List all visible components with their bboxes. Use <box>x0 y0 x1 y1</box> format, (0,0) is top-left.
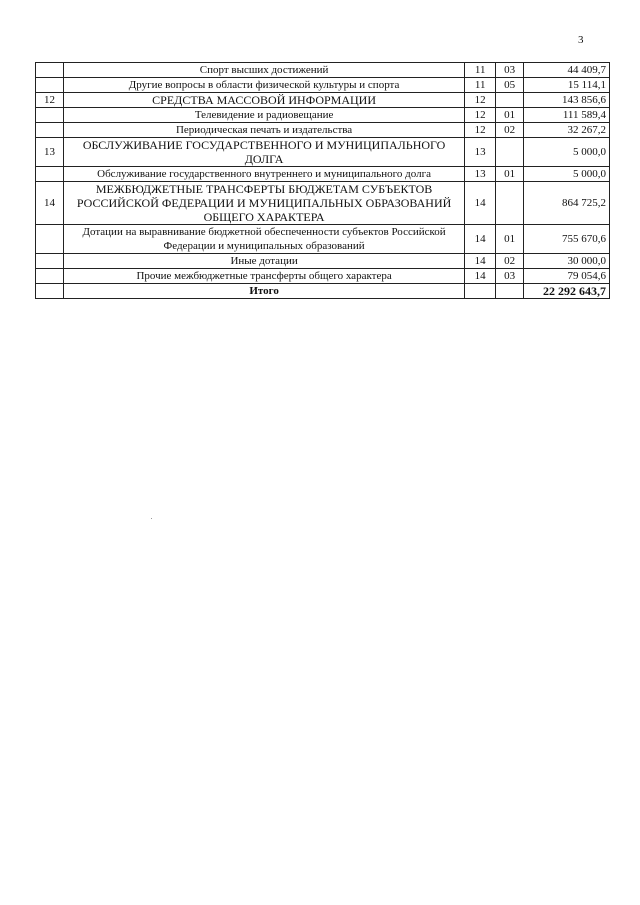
row-number-cell <box>36 78 64 93</box>
amount-cell: 143 856,6 <box>524 93 610 108</box>
row-name-cell: Другие вопросы в области физической культуры и спорта <box>63 78 464 93</box>
row-name-cell: МЕЖБЮДЖЕТНЫЕ ТРАНСФЕРТЫ БЮДЖЕТАМ СУБЪЕКТОВ РОССИЙСКОЙ ФЕДЕРАЦИИ И МУНИЦИПАЛЬНЫХ ОБРАЗОВАНИЙ ОБЩЕГО ХАРАКТЕРА <box>63 182 464 225</box>
table-row <box>36 225 610 254</box>
subsection-code-cell: 01 <box>496 225 524 254</box>
section-code-cell: 14 <box>465 182 496 225</box>
section-code-cell: 13 <box>465 167 496 182</box>
total-row <box>36 284 610 299</box>
row-number-cell <box>36 108 64 123</box>
table-row <box>36 123 610 138</box>
subsection-code-cell: 01 <box>496 108 524 123</box>
table-row <box>36 269 610 284</box>
row-name-cell: Периодическая печать и издательства <box>63 123 464 138</box>
amount-cell: 755 670,6 <box>524 225 610 254</box>
section-code-cell: 13 <box>465 138 496 167</box>
amount-cell: 15 114,1 <box>524 78 610 93</box>
subsection-code-cell: 03 <box>496 63 524 78</box>
row-number-cell <box>36 254 64 269</box>
amount-cell: 22 292 643,7 <box>524 284 610 299</box>
section-row <box>36 182 610 225</box>
row-name-cell: Итого <box>63 284 464 299</box>
amount-cell: 864 725,2 <box>524 182 610 225</box>
section-code-cell: 12 <box>465 108 496 123</box>
table-row <box>36 108 610 123</box>
page-number: 3 <box>578 34 584 46</box>
row-name-cell: ОБСЛУЖИВАНИЕ ГОСУДАРСТВЕННОГО И МУНИЦИПАЛЬНОГО ДОЛГА <box>63 138 464 167</box>
row-number-cell <box>36 123 64 138</box>
section-code-cell: 12 <box>465 93 496 108</box>
table-row <box>36 167 610 182</box>
row-name-cell: Спорт высших достижений <box>63 63 464 78</box>
subsection-code-cell <box>496 138 524 167</box>
subsection-code-cell: 05 <box>496 78 524 93</box>
section-row <box>36 93 610 108</box>
amount-cell: 44 409,7 <box>524 63 610 78</box>
amount-cell: 5 000,0 <box>524 167 610 182</box>
row-number-cell <box>36 225 64 254</box>
subsection-code-cell: 02 <box>496 123 524 138</box>
section-code-cell: 14 <box>465 269 496 284</box>
section-code-cell: 14 <box>465 225 496 254</box>
amount-cell: 111 589,4 <box>524 108 610 123</box>
row-number-cell: 13 <box>36 138 64 167</box>
row-number-cell <box>36 284 64 299</box>
amount-cell: 32 267,2 <box>524 123 610 138</box>
row-number-cell <box>36 167 64 182</box>
row-name-cell: Дотации на выравнивание бюджетной обеспеченности субъектов Российской Федерации и муниципальных образований <box>63 225 464 254</box>
budget-table <box>35 62 610 299</box>
section-code-cell: 11 <box>465 78 496 93</box>
row-name-cell: СРЕДСТВА МАССОВОЙ ИНФОРМАЦИИ <box>63 93 464 108</box>
section-code-cell: 14 <box>465 254 496 269</box>
row-number-cell: 12 <box>36 93 64 108</box>
amount-cell: 5 000,0 <box>524 138 610 167</box>
subsection-code-cell: 02 <box>496 254 524 269</box>
subsection-code-cell <box>496 93 524 108</box>
subsection-code-cell: 03 <box>496 269 524 284</box>
row-number-cell <box>36 63 64 78</box>
section-row <box>36 138 610 167</box>
budget-table-body <box>36 63 610 299</box>
subsection-code-cell <box>496 284 524 299</box>
table-row <box>36 78 610 93</box>
row-name-cell: Прочие межбюджетные трансферты общего характера <box>63 269 464 284</box>
row-name-cell: Иные дотации <box>63 254 464 269</box>
amount-cell: 79 054,6 <box>524 269 610 284</box>
subsection-code-cell: 01 <box>496 167 524 182</box>
row-number-cell <box>36 269 64 284</box>
row-name-cell: Телевидение и радиовещание <box>63 108 464 123</box>
section-code-cell <box>465 284 496 299</box>
scan-speck <box>151 518 152 519</box>
subsection-code-cell <box>496 182 524 225</box>
section-code-cell: 11 <box>465 63 496 78</box>
row-number-cell: 14 <box>36 182 64 225</box>
amount-cell: 30 000,0 <box>524 254 610 269</box>
row-name-cell: Обслуживание государственного внутреннего и муниципального долга <box>63 167 464 182</box>
section-code-cell: 12 <box>465 123 496 138</box>
table-row <box>36 254 610 269</box>
table-row <box>36 63 610 78</box>
